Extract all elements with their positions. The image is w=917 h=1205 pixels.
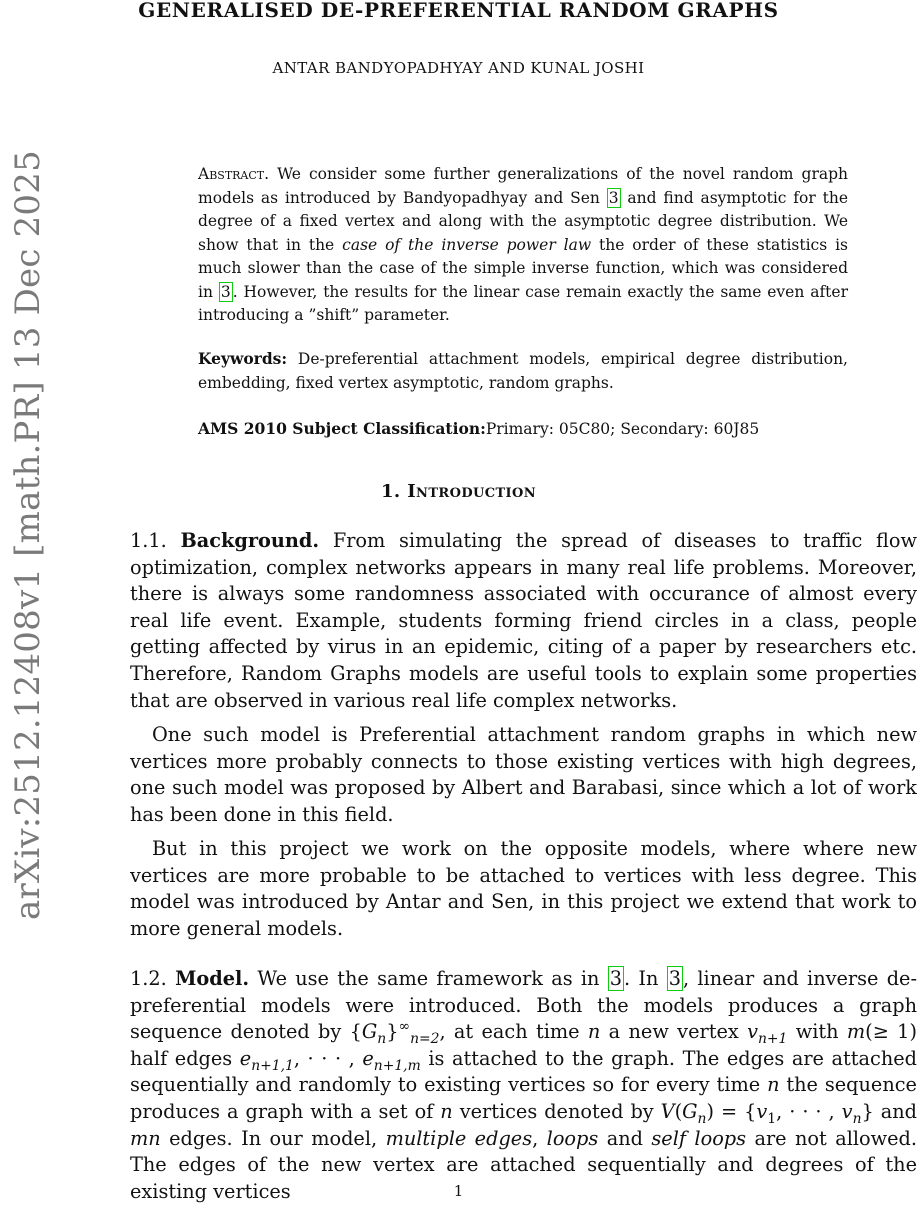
- emphasis: multiple edges: [385, 1126, 533, 1150]
- arxiv-stamp: arXiv:2512.12408v1 [math.PR] 13 Dec 2025: [8, 150, 48, 920]
- section-heading-introduction: 1. Introduction: [380, 481, 537, 502]
- paragraph-background: 1.1. Background. From simulating the spread of diseases to traffic flow optimization, complex networks appears in many real life problems. Moreover, there is always some randomness associated with occurance of almost every real life event. Example, students forming friend circles in a class, people getting affected by virus in an epidemic, citing of a paper by researchers etc. Therefore, Random Graphs models are useful tools to explain some properties that are observed in various real life complex networks.: [130, 529, 917, 712]
- citation-link[interactable]: 3: [608, 188, 619, 207]
- paragraph-opposite-models: But in this project we work on the opposite models, where where new vertices are more probable to be attached to vertices with less degree. This model was introduced by Antar and Sen, in this project we extend that work to more general models.: [130, 837, 917, 940]
- citation-link[interactable]: 3: [609, 967, 623, 990]
- keywords-label: Keywords:: [198, 349, 288, 368]
- paragraph-preferential: One such model is Preferential attachment random graphs in which new vertices more probably connects to those existing vertices with high degrees, one such model was proposed by Albert and Barabasi, since which a lot of work has been done in this field.: [130, 723, 917, 826]
- citation-link[interactable]: 3: [220, 282, 231, 301]
- abstract-label: Abstract.: [198, 165, 270, 183]
- paper-title: GENERALISED DE-PREFERENTIAL RANDOM GRAPHS: [138, 0, 779, 22]
- emphasis: loops: [546, 1126, 599, 1150]
- citation-link[interactable]: 3: [668, 967, 681, 990]
- subsection-heading-model: Model.: [175, 967, 250, 990]
- abstract: Abstract. We consider some further generalizations of the novel random graph models as introduced by Bandyopadhyay and Sen 3 and find asymptotic for the degree of a fixed vertex and along with the asymptotic degree distribution. We show that in the case of the inverse power law the order of these statistics is much slower than the case of the simple inverse function, which was considered in 3 . However, the results for the linear case remain exactly the same even after introducing a ”shift” parameter.: [198, 165, 848, 324]
- paragraph-model: 1.2. Model. We use the same framework as in 3 . In 3 , linear and inverse de-preferential models were introduced. Both the models produces a graph sequence denoted by $\{G_n\}^\infty_{n=2}$, at each time n a new vertex $v_{n+1}$ with m(≥ 1) half edges $e_{n+1,1}$, · · · , $e_{n+1,m}$ is attached to the graph. The edges are attached sequentially and randomly to existing vertices so for every time n the sequence produces a graph with a set of n vertices denoted by $V(G_n) = \{v_1$, · · · , $v_n$} and mn edges. In our model, multiple edges, loops and self loops are not allowed. The edges of the new vertex are attached sequentially and degrees of the existing vertices: [130, 967, 917, 1203]
- emphasis: self loops: [651, 1126, 747, 1150]
- page-number: 1: [453, 1182, 464, 1200]
- ams-classification: AMS 2010 Subject Classification:Primary: 05C80; Secondary: 60J85: [198, 419, 760, 438]
- ams-label: AMS 2010 Subject Classification:: [198, 419, 486, 438]
- subsection-heading-background: Background.: [180, 529, 320, 552]
- emphasis: case of the inverse power law: [342, 235, 592, 254]
- paper-authors: ANTAR BANDYOPADHYAY AND KUNAL JOSHI: [272, 59, 645, 77]
- keywords: Keywords: De-preferential attachment models, empirical degree distribution, embedding, fixed vertex asymptotic, random graphs.: [198, 349, 848, 392]
